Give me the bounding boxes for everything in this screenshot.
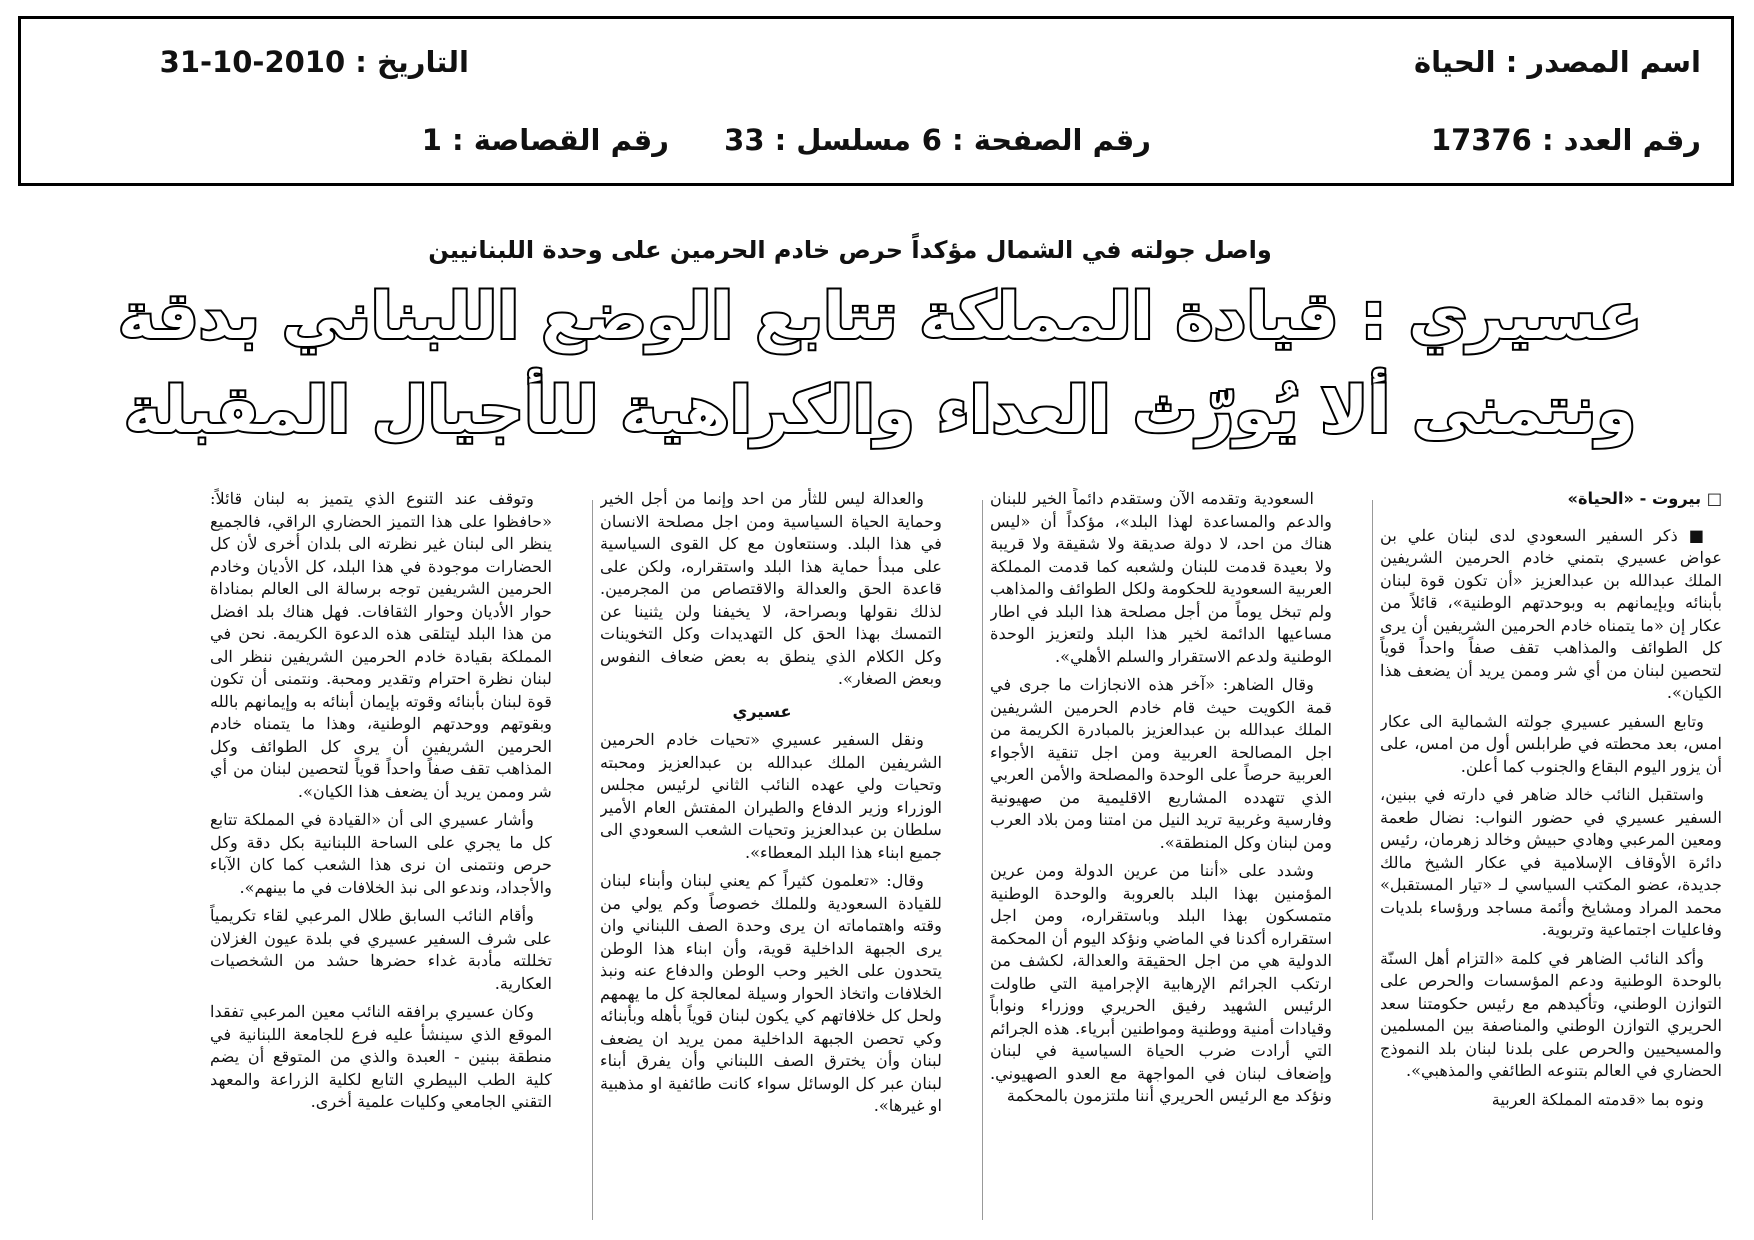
date-field bbox=[160, 45, 469, 79]
column-divider bbox=[982, 500, 983, 1220]
paragraph: وتوقف عند التنوع الذي يتميز به لبنان قائلاً: «حافظوا على هذا التميز الحضاري الراقي، فالجميع ينظر الى لبنان غير نظرته الى بلدان أخرى لأن كل الحضارات موجودة في هذا البلد، كل الأديان وخادم الحرمين الشريفين توجه برسالة الى العالم بمناداة حوار الأديان وحوار الثقافات. فهل هناك بلد افضل من هذا البلد ليتلقى هذه الدعوة الكريمة. نحن في المملكة بقيادة خادم الحرمين الشريفين ننظر الى لبنان نظرة احترام وتقدير ومحبة. ونتمنى أن تكون قوة لبنان بأبنائه وقوته بإيمان أبنائه به وإيمانهم بالله وبقوتهم ووحدتهم الوطنية، وهذا ما يتمناه خادم الحرمين الشريفين أن يرى كل الطوائف وكل المذاهب تقف صفاً واحداً قوياً لتحصين لبنان من أي شر وممن يريد أن يضعف هذا الكيان». bbox=[210, 489, 552, 801]
column-divider bbox=[592, 500, 593, 1220]
metadata-box bbox=[18, 16, 1734, 186]
paragraph: وأقام النائب السابق طلال المرعبي لقاء تكريمياً على شرف السفير عسيري في بلدة عيون الغزلان تخللته مأدبة غداء حضرها حشد من الشخصيات العكارية. bbox=[210, 906, 552, 993]
date-value: 31-10-2010 bbox=[159, 45, 346, 79]
paragraph: ونوه بما «قدمته المملكة العربية bbox=[1491, 1089, 1704, 1109]
paragraph: وقال: «تعلمون كثيراً كم يعني لبنان وأبناء لبنان للقيادة السعودية وللملك خصوصاً وكم يولي من وقته واهتماماته ان يرى وحدة الصف اللبناني وان يرى الجبهة الداخلية قوية، وأن ابناء هذا الوطن يتحدون على الخير وحب الوطن والدفاع عنه ونبذ الخلافات واتخاذ الحوار وسيلة لمعالجة كل ما يهمهم ولحل كل خلافاتهم كي يكون لبنان قوياً بأهله وبأبنائه وكي تحصن الجبهة الداخلية ممن يريد ان يضعف لبنان وأن يخترق الصف اللبناني وأن يفرق أبناء لبنان عبر كل الوسائل سواء كانت طائفية او مذهبية او غيرها». bbox=[600, 871, 942, 1115]
serial-label: مسلسل : bbox=[774, 123, 911, 157]
headline-line-1: عسيري : قيادة المملكة تتابع الوضع اللبناني بدقة bbox=[117, 280, 1643, 354]
page-label: رقم الصفحة : bbox=[952, 123, 1151, 157]
paragraph: ■ ذكر السفير السعودي لدى لبنان علي بن عواض عسيري بتمني خادم الحرمين الشريفين الملك عبدالله بن عبدالعزيز «أن تكون قوة لبنان بأبنائه وبإيمانهم به وبوحدتهم الوطنية»، قائلاً من عكار إن «ما يتمناه خادم الحرمين الشريفين أن يرى كل الطوائف والمذاهب تقف صفاً واحداً قوياً لتحصين لبنان من أي شر وممن يريد أن يضعف هذا الكيان». bbox=[1380, 525, 1722, 702]
paragraph: السعودية وتقدمه الآن وستقدم دائماً الخير للبنان والدعم والمساعدة لهذا البلد»، مؤكداً أن «ليس هناك من احد، لا دولة صديقة ولا شقيقة ولا قريبة ولا بعيدة قدمت للبنان ولشعبه كما قدمت المملكة العربية السعودية للحكومة ولكل الطوائف والمذاهب ولم تبخل يوماً من أجل مصلحة هذا البلد في اطار مساعيها الدائمة لخير هذا البلد ولتعزيز الوحدة الوطنية ولدعم الاستقرار والسلم الأهلي». bbox=[990, 489, 1332, 666]
paragraph: وأكد النائب الضاهر في كلمة «التزام أهل السنّة بالوحدة الوطنية ودعم المؤسسات والحرص على التوازن الوطني، وتأكيدهم مع رئيس حكومتنا سعد الحريري التوازن الوطني والمناصفة بين المسلمين والمسيحيين والحرص على بلدنا لبنان بلد النموذج الحضاري في العالم بتنوعه الطائفي والمذهبي». bbox=[1380, 948, 1722, 1080]
page-value: 6 bbox=[921, 123, 942, 157]
issue-field bbox=[1431, 123, 1701, 157]
paragraph: والعدالة ليس للثأر من احد وإنما من أجل الخير وحماية الحياة السياسية ومن اجل مصلحة الانسان في هذا البلد. وسنتعاون مع كل القوى السياسية على مبدأ حماية هذا البلد واستقراره، ولكن على قاعدة الحق والعدالة والاقتصاص من المجرمين. لذلك نقولها وبصراحة، لا يخيفنا ولن يثنينا عن التمسك بهذا الحق كل التهديدات وكل التخوينات وكل الكلام الذي ينطق به بعض ضعاف النفوس وبعض الصغار». bbox=[600, 489, 942, 688]
article-column-3 bbox=[600, 488, 942, 1218]
issue-value: 17376 bbox=[1430, 123, 1532, 157]
paragraph: ونقل السفير عسيري «تحيات خادم الحرمين الشريفين الملك عبدالله بن عبدالعزيز ومحبته وتحيات ولي عهده النائب الثاني لرئيس مجلس الوزراء وزير الدفاع والطيران المفتش العام الأمير سلطان بن عبدالعزيز وتحيات الشعب السعودي الى جميع ابناء هذا البلد المعطاء». bbox=[600, 730, 942, 862]
source-value: الحياة bbox=[1414, 45, 1496, 79]
clip-value: 1 bbox=[421, 123, 442, 157]
paragraph: واستقبل النائب خالد ضاهر في دارته في ببنين، السفير عسيري في حضور النواب: نضال طعمة ومعين المرعبي وهادي حبيش وخالد زهرمان، رئيس دائرة الأوقاف الإسلامية في عكار الشيخ مالك جديدة، عضو المكتب السياسي لـ «تيار المستقبل» محمد المراد ومشايخ وأئمة مساجد ورؤساء بلديات وفاعليات اجتماعية وتربوية. bbox=[1380, 785, 1722, 939]
subheading: عسيري bbox=[732, 701, 792, 721]
serial-field bbox=[724, 123, 911, 157]
paragraph: وأشار عسيري الى أن «القيادة في المملكة تتابع كل ما يجري على الساحة اللبنانية بكل دقة وكل حرص ونتمنى ان نرى هذا الشعب كما كان الآباء والأجداد، وندعو الى نبذ الخلافات في ما بينهم». bbox=[210, 810, 552, 897]
date-label: التاريخ : bbox=[355, 45, 469, 79]
article-column-2 bbox=[990, 488, 1332, 1218]
paragraph: وتابع السفير عسيري جولته الشمالية الى عكار امس، بعد محطته في طرابلس أول من امس، على أن يزور اليوم البقاع والجنوب كما أعلن. bbox=[1380, 711, 1722, 776]
source-label: اسم المصدر : bbox=[1505, 45, 1701, 79]
article-kicker: واصل جولته في الشمال مؤكداً حرص خادم الحرمين على وحدة اللبنانيين bbox=[428, 236, 1272, 264]
column-divider bbox=[1372, 500, 1373, 1220]
serial-value: 33 bbox=[724, 123, 765, 157]
article-column-4 bbox=[210, 488, 552, 1218]
source-field bbox=[1414, 45, 1701, 79]
headline-line-2: ونتمنى ألا يُورّث العداء والكراهية للأجيال المقبلة bbox=[123, 374, 1637, 448]
dateline: □ بيروت - «الحياة» bbox=[1567, 489, 1722, 508]
clip-label: رقم القصاصة : bbox=[452, 123, 669, 157]
article-column-1 bbox=[1380, 488, 1722, 1218]
issue-label: رقم العدد : bbox=[1541, 123, 1701, 157]
clip-field bbox=[422, 123, 669, 157]
page-field bbox=[922, 123, 1151, 157]
paragraph: وكان عسيري برافقه النائب معين المرعبي تفقدا الموقع الذي سينشأ عليه فرع للجامعة اللبنانية في منطقة ببنين - العبدة والذي من المتوقع أن يضم كلية الطب البيطري التابع لكلية الزراعة والمعهد التقني الجامعي وكليات علمية أخرى. bbox=[210, 1002, 552, 1111]
paragraph: وشدد على «أننا من عرين الدولة ومن عرين المؤمنين بهذا البلد بالعروبة والوحدة الوطنية متمسكون بهذا البلد وباستقراره، ومن اجل استقراره أكدنا في الماضي ونؤكد اليوم أن المحكمة الدولية هي من اجل الحقيقة والعدالة، لكشف من ارتكب الجرائم الإرهابية الإجرامية التي طاولت الرئيس الشهيد رفيق الحريري ووزراء ونواباً وقيادات أمنية ووطنية ومواطنين أبرياء. هذه الجرائم التي أرادت ضرب الحياة السياسية في لبنان وإضعاف لبنان في المواجهة مع العدو الصهيوني. ونؤكد مع الرئيس الحريري أننا ملتزمون بالمحكمة bbox=[990, 861, 1332, 1105]
paragraph: وقال الضاهر: «آخر هذه الانجازات ما جرى في قمة الكويت حيث قام خادم الحرمين الشريفين الملك عبدالله بن عبدالعزيز بالمبادرة الكريمة من اجل المصالحة العربية ومن اجل تنقية الأجواء العربية حرصاً على الوحدة والمصلحة والأمن العربي الذي تتهدده المشاريع الاقليمية من صهيونية وفارسية وغربية تريد النيل من امتنا ومن بلاد العرب ومن لبنان وكل المنطقة». bbox=[990, 675, 1332, 852]
